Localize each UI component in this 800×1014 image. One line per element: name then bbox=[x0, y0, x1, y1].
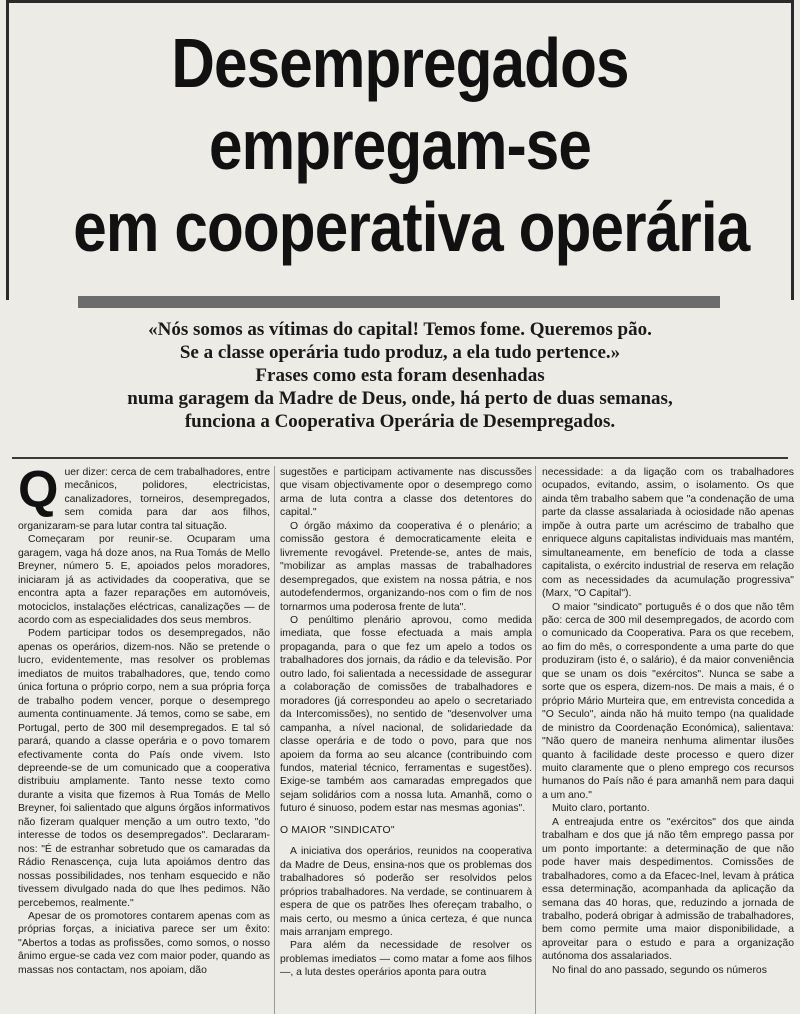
frame-top-border bbox=[6, 0, 794, 3]
frame-right-border bbox=[791, 0, 794, 300]
lead-line-3: Frases como esta foram desenhadas bbox=[255, 365, 545, 386]
paragraph: necessidade: a da ligação com os trabalhadores ocupados, evitando, assim, o isolamento. Os que ainda têm trabalho sabem que "a condenação de uma parte da classe assalariada à ociosidade não apenas impõe à outra parte um acréscimo de trabalho que enriquece alguns capitalistas individuais mas mantém, simultaneamente, em benefício de toda a classe capitalista, o exército industrial de reserva em relação com as necessidades da acumulação progressiva" (Marx, "O Capital"). bbox=[542, 467, 794, 600]
article-body bbox=[18, 466, 794, 1014]
paragraph: Apesar de os promotores contarem apenas com as próprias forças, a iniciativa parece ser um êxito: "Abertos a todas as profissões, como somos, o nosso ânimo ergue-se cada vez com maior poder, quando as massas nos contactam, nos apoiam, dão bbox=[18, 910, 270, 976]
lead-line-2: Se a classe operária tudo produz, a ela tudo pertence.» bbox=[179, 342, 621, 363]
paragraph: O penúltimo plenário aprovou, como medida imediata, que fosse efectuada a mais ampla propaganda, para o que fez um apelo a todos os trabalhadores dos jornais, da rádio e da televisão. Por outro lado, foi salientada a necessidade de assegurar a colaboração de comissões de trabalhadores e moradores (já correspondeu ao apelo o secretariado da Intercomissões), no sentido de "desenvolver uma campanha, a nível nacional, de solidariedade da classe operária e de todo o povo, para que nos apoiem da forma ao seu alcance (contribuindo com fundos, material técnico, ferramentas e sugestões). Exige-se também aos camaradas empregados que sejam solidários com a nossa luta. Amanhã, como o futuro é sinuoso, podem estar nas mesmas agonias". bbox=[280, 614, 532, 815]
paragraph bbox=[18, 466, 270, 533]
paragraph: A iniciativa dos operários, reunidos na cooperativa da Madre de Deus, ensina-nos que os problemas dos trabalhadores só poderão ser resolvidos pelos próprios trabalhadores. Na verdade, se continuarem à espera de que os patrões lhes ofereçam trabalho, o mais certo, ou mesmo a única certeza, é que nunca mais arranjam emprego. bbox=[280, 846, 532, 938]
paragraph: Começaram por reunir-se. Ocuparam uma garagem, vaga há doze anos, na Rua Tomás de Mello Breyner, número 5. E, apoiados pelos moradores, iniciaram já as actividades da cooperativa, que se encontra apta a fazer reparações em automóveis, motociclos, instalações eléctricas, canalizações — de acordo com as especialidades dos seus membros. bbox=[18, 534, 270, 626]
lead-line-4: numa garagem da Madre de Deus, onde, há perto de duas semanas, bbox=[127, 388, 673, 409]
lead-bottom-rule bbox=[12, 457, 788, 459]
paragraph-text: uer dizer: cerca de cem trabalhadores, entre mecânicos, polidores, electricistas, canalizadores, torneiros, desempregados, sem comida para dar aos filhos, organizaram-se para lutar contra tal situação. bbox=[18, 467, 270, 532]
headline bbox=[73, 22, 750, 268]
headline-rule bbox=[78, 296, 720, 308]
paragraph: O maior "sindicato" português é o dos que não têm pão: cerca de 300 mil desempregados, de acordo com o comunicado da Cooperativa. Para os que recebem, ao fim do mês, o correspondente a uma parte do que produziram (isto é, o salário), é da maior conveniência que se unam os dois "exércitos". Nunca se sabe a sorte que os espera, dizem-nos. De mais a mais, é o próprio Mário Murteira que, em entrevista concedida a "O Seculo", ainda não há muito tempo (na qualidade de ministro da Coordenação Económica), salientava: "Não quero de maneira nenhuma alimentar ilusões quanto à facilidade deste processo e quero dizer muito claramente que o pleno emprego cos recursos humanos do País não é para amanhã nem para daqui a um ano." bbox=[542, 601, 794, 801]
paragraph: A entreajuda entre os "exércitos" dos que ainda trabalham e dos que já não têm emprego passa por um ponto importante: a determinação de que não pode haver mais despedimentos. Comissões de trabalhadores, como a da Efacec-Inel, levam à prática essa determinação, acompanhada da aplicação da semana das 40 horas, que, reduzindo a jornada de trabalho, poderá obrigar à admissão de trabalhadores, bem como permite uma maior disponibilidade, a aproveitar para o estudo e para a organização autónoma dos assalariados. bbox=[542, 816, 794, 963]
headline-line-1: Desempregados bbox=[171, 24, 629, 102]
headline-line-2: empregam-se bbox=[208, 106, 592, 184]
article-column-1 bbox=[18, 466, 270, 1014]
lead-paragraph bbox=[30, 318, 770, 433]
paragraph: Muito claro, portanto. bbox=[552, 803, 650, 815]
drop-cap: Q bbox=[18, 466, 59, 519]
paragraph: Podem participar todos os desempregados, não apenas os operários, dizem-nos. Não se pretende o lucro, evidentemente, mas resolver os problemas imediatos de muitos trabalhadores, que, tendo como única fortuna o próprio corpo, nem a sua própria força de trabalho podem vencer, porque o desemprego aumenta continuamente. Já temos, como se sabe, em Portugal, perto de 300 mil desempregados. E tal só parará, quando a classe operária e o povo tomarem efectivamente conta do País onde vivem. Isto depreende-se de um comunicado que a cooperativa distribuiu amplamente. Tanto nesse texto como durante a visita que fizemos à Rua Tomás de Mello Breyner, foi salientado que alguns órgãos informativos não fizeram qualquer menção a um outro texto, "do interesse de todos os desempregados". Declararam-nos: "É de estranhar sobretudo que os camaradas da Rádio Renascença, cuja luta apoiámos dentro das nossas possibilidades, nos tenham esquecido e não tivessem divulgado nada do que lhes pedimos. Não percebemos, realmente." bbox=[18, 628, 270, 909]
paragraph: No final do ano passado, segundo os números bbox=[552, 964, 767, 976]
lead-line-5: funciona a Cooperativa Operária de Desempregados. bbox=[184, 411, 616, 432]
paragraph: Para além da necessidade de resolver os problemas imediatos — como matar a fome aos filhos —, a luta destes operários aponta para outra bbox=[280, 940, 532, 979]
paragraph: O órgão máximo da cooperativa é o plenário; a comissão gestora é democraticamente eleita e livremente revogável. Pretende-se, antes de mais, "mobilizar as amplas massas de trabalhadores desempregados, que existem na nossa pátria, e nos autodefendermos, organizando-nos com o fim de nos tornarmos uma poderosa frente de luta". bbox=[280, 520, 532, 613]
paragraph: sugestões e participam activamente nas discussões que visam objectivamente opor o desemprego como arma de luta contra a classe dos detentores do capital." bbox=[280, 467, 532, 519]
headline-line-3: em cooperativa operária bbox=[73, 188, 750, 266]
subheading: O MAIOR "SINDICATO" bbox=[280, 824, 395, 836]
article-column-3 bbox=[542, 466, 794, 1014]
lead-line-1: «Nós somos as vítimas do capital! Temos fome. Queremos pão. bbox=[148, 319, 652, 340]
frame-left-border bbox=[6, 0, 9, 300]
article-column-2 bbox=[280, 466, 532, 1014]
